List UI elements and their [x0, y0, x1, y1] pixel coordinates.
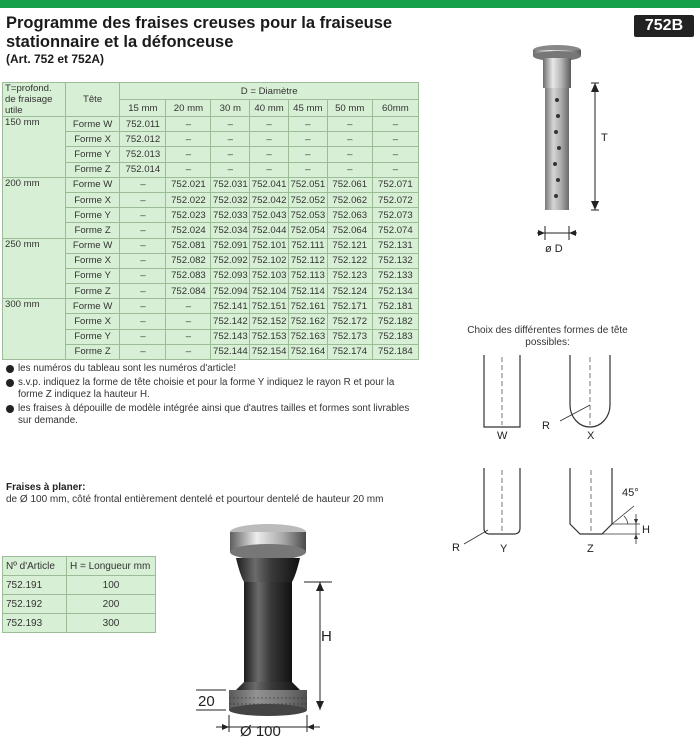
table-row [3, 162, 419, 177]
table-row [3, 284, 419, 299]
article-number-cell: – [372, 162, 418, 177]
article-number-cell: 752.164 [288, 344, 327, 359]
article-number-cell: 752.184 [372, 344, 418, 359]
diameter-header-cell: 40 mm [250, 100, 289, 117]
diameter-header-cell: 50 mm [327, 100, 372, 117]
table-row [3, 223, 419, 238]
article-number-cell: – [120, 208, 166, 223]
article-number-cell: 752.074 [372, 223, 418, 238]
planer-20-label: 20 [198, 693, 215, 710]
article-number-cell: – [250, 132, 289, 147]
article-number-cell: 752.163 [288, 329, 327, 344]
article-number-cell: 752.141 [211, 299, 250, 314]
article-number-cell: 752.081 [166, 238, 211, 253]
article-number-cell: 752.174 [327, 344, 372, 359]
article-number-cell: 752.133 [372, 268, 418, 283]
article-number-cell: 752.143 [211, 329, 250, 344]
article-number-cell: – [327, 147, 372, 162]
article-number-cell: 752.043 [250, 208, 289, 223]
article-number-cell: 752.173 [327, 329, 372, 344]
table-row [3, 238, 419, 253]
note-text: les numéros du tableau sont les numéros d'article! [18, 363, 237, 374]
article-number-cell: – [327, 117, 372, 132]
article-number-cell: – [211, 147, 250, 162]
shape-y-label: Y [500, 543, 508, 555]
article-number-cell: 752.012 [120, 132, 166, 147]
length-cell: 100 [67, 576, 156, 595]
article-number-cell: 752.183 [372, 329, 418, 344]
planer-description: de Ø 100 mm, côté frontal entièrement dentelé et pourtour dentelé de hauteur 20 mm [6, 494, 384, 505]
cutter-table-body [3, 117, 419, 360]
length-cell: 200 [67, 595, 156, 614]
article-number-cell: – [120, 238, 166, 253]
article-cell: 752.193 [3, 614, 67, 633]
article-number-cell: 752.101 [250, 238, 289, 253]
shape-z-label: Z [587, 543, 594, 555]
article-number-cell: 752.063 [327, 208, 372, 223]
note-text: s.v.p. indiquez la forme de tête choisie et pour la forme Y indiquez le rayon R et pour la forme Z indiquez la hauteur H. [18, 376, 395, 400]
forme-cell: Forme W [65, 117, 119, 132]
article-number-cell: 752.071 [372, 177, 418, 192]
table-row [3, 299, 419, 314]
article-number-cell: 752.052 [288, 192, 327, 207]
article-number-cell: 752.051 [288, 177, 327, 192]
article-number-cell: – [211, 132, 250, 147]
article-number-cell: – [288, 117, 327, 132]
top-accent-bar [0, 0, 700, 8]
article-number-cell: 752.121 [327, 238, 372, 253]
article-cell: 752.191 [3, 576, 67, 595]
article-number-cell: 752.152 [250, 314, 289, 329]
article-number-cell: 752.111 [288, 238, 327, 253]
forme-cell: Forme W [65, 299, 119, 314]
depth-cell: 200 mm [3, 177, 66, 238]
depth-cell: 300 mm [3, 299, 66, 360]
article-number-cell: – [120, 253, 166, 268]
header-head: Tête [65, 83, 119, 117]
table-row [3, 117, 419, 132]
article-number-cell: 752.014 [120, 162, 166, 177]
forme-cell: Forme X [65, 192, 119, 207]
cutter-table [2, 82, 419, 360]
article-number-cell: – [120, 284, 166, 299]
article-number-cell: 752.151 [250, 299, 289, 314]
planer-diameter-label: Ø 100 [240, 723, 281, 740]
diameter-header-cell: 20 mm [166, 100, 211, 117]
forme-cell: Forme Z [65, 162, 119, 177]
bullet-icon [6, 405, 14, 413]
forme-cell: Forme X [65, 314, 119, 329]
page-title: Programme des fraises creuses pour la fraiseuse stationnaire et la défonceuse [6, 14, 393, 51]
article-number-cell: 752.103 [250, 268, 289, 283]
article-number-cell: 752.062 [327, 192, 372, 207]
article-number-cell: 752.161 [288, 299, 327, 314]
shape-w-drawing [478, 355, 528, 430]
article-number-cell: 752.153 [250, 329, 289, 344]
hollow-cutter-drawing [525, 40, 635, 265]
table-row [3, 595, 156, 614]
shape-y-drawing [460, 468, 540, 548]
article-number-cell: – [250, 117, 289, 132]
planer-title: Fraises à planer: [6, 482, 86, 493]
depth-label: T [601, 132, 608, 144]
article-number-cell: 752.162 [288, 314, 327, 329]
article-number-cell: 752.114 [288, 284, 327, 299]
note-item [4, 363, 422, 376]
article-number-cell: 752.084 [166, 284, 211, 299]
article-number-cell: 752.024 [166, 223, 211, 238]
article-number-cell: 752.021 [166, 177, 211, 192]
article-number-cell: – [288, 147, 327, 162]
article-number-cell: 752.104 [250, 284, 289, 299]
forme-cell: Forme Y [65, 208, 119, 223]
length-cell: 300 [67, 614, 156, 633]
article-number-cell: – [250, 147, 289, 162]
article-number-cell: – [327, 132, 372, 147]
article-number-cell: 752.134 [372, 284, 418, 299]
article-number-cell: 752.022 [166, 192, 211, 207]
article-number-cell: – [250, 162, 289, 177]
shape-x-radius-label: R [542, 420, 550, 432]
header-depth: T=profond. de fraisage utile [3, 83, 66, 117]
article-number-cell: 752.034 [211, 223, 250, 238]
article-number-cell: – [166, 132, 211, 147]
article-number-cell: 752.083 [166, 268, 211, 283]
forme-cell: Forme X [65, 132, 119, 147]
article-number-cell: – [120, 299, 166, 314]
note-item [4, 377, 422, 402]
article-number-cell: 752.092 [211, 253, 250, 268]
shape-z-drawing [562, 468, 662, 548]
diameter-header-cell: 60mm [372, 100, 418, 117]
article-number-cell: – [166, 147, 211, 162]
forme-cell: Forme Y [65, 147, 119, 162]
article-number-cell: 752.182 [372, 314, 418, 329]
table-row [3, 576, 156, 595]
shapes-caption: Choix des différentes formes de tête possibles: [467, 325, 628, 348]
planer-cutter-drawing [196, 520, 336, 745]
article-number-cell: – [372, 117, 418, 132]
forme-cell: Forme W [65, 177, 119, 192]
article-number-cell: 752.032 [211, 192, 250, 207]
notes-list [4, 363, 422, 429]
shape-z-height-label: H [642, 524, 650, 536]
article-number-cell: – [120, 329, 166, 344]
article-number-cell: – [211, 117, 250, 132]
article-number-cell: – [166, 329, 211, 344]
article-number-cell: 752.041 [250, 177, 289, 192]
article-number-cell: 752.094 [211, 284, 250, 299]
article-number-cell: – [120, 268, 166, 283]
article-number-cell: – [166, 314, 211, 329]
diameter-header-cell: 30 m [211, 100, 250, 117]
article-number-cell: – [327, 162, 372, 177]
article-number-cell: 752.042 [250, 192, 289, 207]
shape-w-label: W [497, 430, 508, 442]
article-number-cell: – [120, 314, 166, 329]
angle-label: 45° [622, 487, 639, 499]
article-number-cell: 752.013 [120, 147, 166, 162]
article-number-cell: 752.023 [166, 208, 211, 223]
planer-header-article: Nº d'Article [3, 557, 67, 576]
diameter-label: ø D [545, 243, 563, 255]
bullet-icon [6, 365, 14, 373]
article-number-cell: 752.031 [211, 177, 250, 192]
article-number-cell: 752.102 [250, 253, 289, 268]
article-number-cell: 752.072 [372, 192, 418, 207]
article-number-cell: 752.154 [250, 344, 289, 359]
article-number-cell: 752.064 [327, 223, 372, 238]
article-number-cell: 752.123 [327, 268, 372, 283]
article-number-cell: – [120, 223, 166, 238]
table-row [3, 253, 419, 268]
article-number-cell: 752.054 [288, 223, 327, 238]
article-number-cell: 752.142 [211, 314, 250, 329]
article-number-cell: 752.122 [327, 253, 372, 268]
article-number-cell: 752.112 [288, 253, 327, 268]
forme-cell: Forme Y [65, 268, 119, 283]
article-number-cell: – [211, 162, 250, 177]
table-row [3, 268, 419, 283]
article-number-cell: 752.172 [327, 314, 372, 329]
table-row [3, 314, 419, 329]
table-row [3, 344, 419, 359]
note-text: les fraises à dépouille de modèle intégrée ainsi que d'autres tailles et formes sont livrables sur demande. [18, 402, 410, 426]
article-number-cell: – [120, 192, 166, 207]
forme-cell: Forme Z [65, 223, 119, 238]
article-number-cell: 752.093 [211, 268, 250, 283]
article-number-cell: – [120, 344, 166, 359]
diameter-header-cell: 45 mm [288, 100, 327, 117]
article-cell: 752.192 [3, 595, 67, 614]
article-number-cell: 752.061 [327, 177, 372, 192]
forme-cell: Forme Z [65, 344, 119, 359]
article-number-cell: 752.132 [372, 253, 418, 268]
table-row [3, 177, 419, 192]
shape-x-drawing [560, 355, 620, 430]
shape-y-radius-label: R [452, 542, 460, 554]
header-diameter: D = Diamètre [120, 83, 419, 100]
diameter-header-cell: 15 mm [120, 100, 166, 117]
article-number-cell: – [120, 177, 166, 192]
article-number-cell: – [166, 117, 211, 132]
article-number-cell: 752.091 [211, 238, 250, 253]
note-item [4, 403, 422, 428]
article-number-cell: – [166, 299, 211, 314]
planer-height-label: H [321, 628, 332, 645]
article-number-cell: – [372, 132, 418, 147]
table-row [3, 192, 419, 207]
page-subtitle: (Art. 752 et 752A) [6, 52, 105, 66]
table-row [3, 147, 419, 162]
table-row [3, 132, 419, 147]
bullet-icon [6, 379, 14, 387]
article-number-cell: 752.144 [211, 344, 250, 359]
forme-cell: Forme X [65, 253, 119, 268]
table-row [3, 329, 419, 344]
catalog-badge: 752B [634, 15, 694, 37]
depth-cell: 250 mm [3, 238, 66, 299]
shape-x-label: X [587, 430, 595, 442]
article-number-cell: 752.113 [288, 268, 327, 283]
depth-cell: 150 mm [3, 117, 66, 178]
article-number-cell: – [288, 162, 327, 177]
table-row [3, 614, 156, 633]
article-number-cell: 752.053 [288, 208, 327, 223]
forme-cell: Forme W [65, 238, 119, 253]
article-number-cell: 752.131 [372, 238, 418, 253]
article-number-cell: 752.171 [327, 299, 372, 314]
article-number-cell: – [166, 344, 211, 359]
article-number-cell: – [166, 162, 211, 177]
article-number-cell: 752.044 [250, 223, 289, 238]
planer-table [2, 556, 156, 633]
article-number-cell: 752.033 [211, 208, 250, 223]
article-number-cell: – [288, 132, 327, 147]
article-number-cell: 752.181 [372, 299, 418, 314]
article-number-cell: 752.124 [327, 284, 372, 299]
planer-header-length: H = Longueur mm [67, 557, 156, 576]
forme-cell: Forme Y [65, 329, 119, 344]
article-number-cell: 752.073 [372, 208, 418, 223]
forme-cell: Forme Z [65, 284, 119, 299]
article-number-cell: 752.082 [166, 253, 211, 268]
table-row [3, 208, 419, 223]
article-number-cell: 752.011 [120, 117, 166, 132]
article-number-cell: – [372, 147, 418, 162]
